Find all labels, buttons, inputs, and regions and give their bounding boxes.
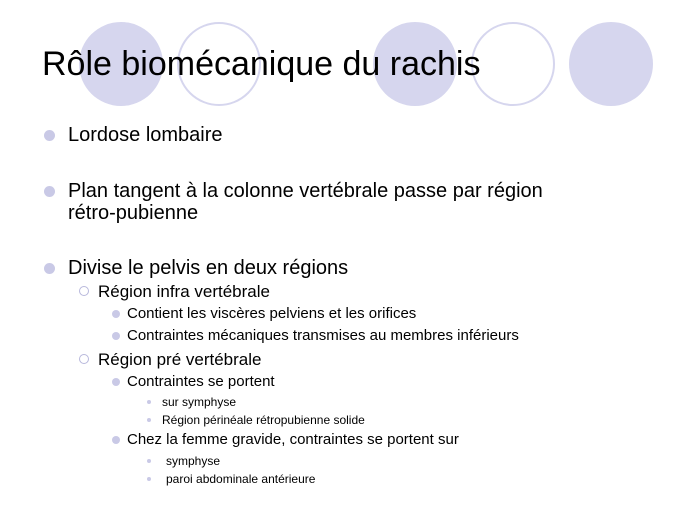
bullet-item-level-2 [98, 282, 270, 302]
filled-circle-bullet-icon [112, 332, 120, 340]
bullet-item-level-3 [127, 327, 519, 345]
bullet-item-level-1 [68, 124, 223, 146]
bullet-text: Contraintes mécaniques transmises au membres inférieurs [127, 327, 519, 344]
filled-circle-bullet-icon [44, 186, 55, 197]
bullet-item-level-1 [68, 180, 543, 224]
bullet-text: paroi abdominale antérieure [166, 472, 316, 486]
filled-circle-bullet-icon [44, 263, 55, 274]
filled-circle-bullet-icon [112, 310, 120, 318]
bullet-item-level-4 [166, 472, 315, 487]
bullet-text-line: Plan tangent à la colonne vertébrale passe par région [68, 180, 543, 202]
bullet-text: Région périnéale rétropubienne solide [162, 413, 365, 427]
bullet-text: Région infra vertébrale [98, 282, 270, 301]
dot-bullet-icon [147, 459, 151, 463]
hollow-circle-bullet-icon [79, 286, 89, 296]
bullet-item-level-2 [98, 350, 261, 370]
slide-title: Rôle biomécanique du rachis [42, 45, 481, 83]
dot-bullet-icon [147, 418, 151, 422]
bullet-item-level-4 [162, 395, 236, 410]
bullet-text: symphyse [166, 454, 221, 468]
bullet-item-level-4 [166, 454, 220, 469]
bullet-text: sur symphyse [162, 395, 237, 409]
hollow-circle-bullet-icon [79, 354, 89, 364]
filled-circle-bullet-icon [112, 378, 120, 386]
decorative-circle-outline [471, 22, 555, 106]
bullet-text: Région pré vertébrale [98, 350, 262, 369]
bullet-item-level-3 [127, 373, 275, 391]
bullet-item-level-3 [127, 431, 459, 449]
dot-bullet-icon [147, 400, 151, 404]
bullet-item-level-1 [68, 257, 348, 279]
dot-bullet-icon [147, 477, 151, 481]
bullet-text: Chez la femme gravide, contraintes se portent sur [127, 431, 459, 448]
bullet-text: Divise le pelvis en deux régions [68, 257, 349, 279]
bullet-text: Contraintes se portent [127, 373, 275, 390]
bullet-text: Lordose lombaire [68, 124, 223, 146]
decorative-circle-filled [569, 22, 653, 106]
bullet-item-level-4 [162, 413, 365, 428]
filled-circle-bullet-icon [44, 130, 55, 141]
filled-circle-bullet-icon [112, 436, 120, 444]
bullet-text-line: rétro-pubienne [68, 202, 199, 224]
bullet-item-level-3 [127, 305, 416, 323]
bullet-text: Contient les viscères pelviens et les orifices [127, 305, 417, 322]
